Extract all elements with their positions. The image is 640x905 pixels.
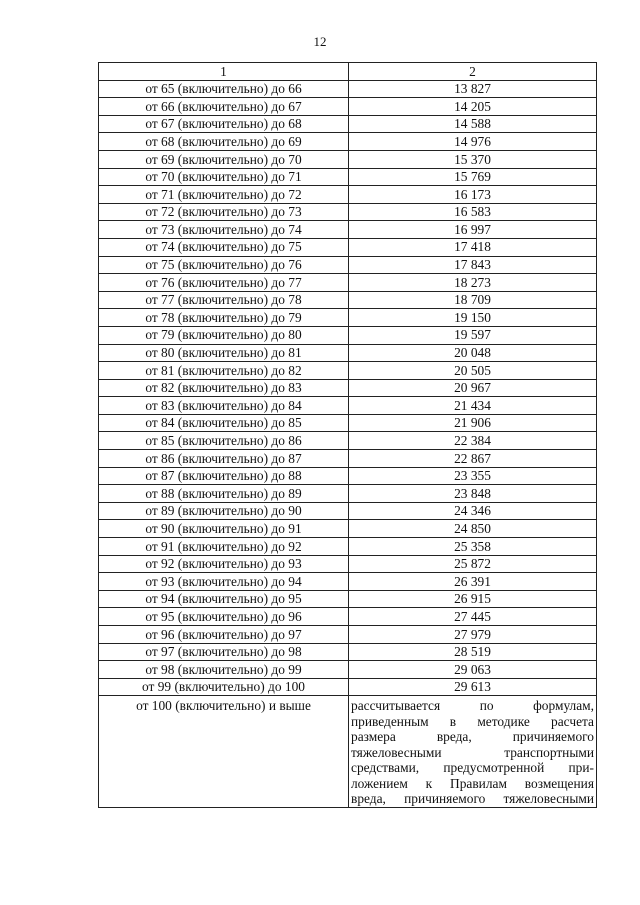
value-cell: 14 588 <box>349 115 597 133</box>
rates-table <box>98 62 597 808</box>
table-row <box>99 221 597 239</box>
note-cell <box>349 696 597 808</box>
table-row <box>99 573 597 591</box>
range-cell: от 78 (включительно) до 79 <box>99 309 349 327</box>
value-cell: 23 848 <box>349 485 597 503</box>
table-row <box>99 150 597 168</box>
table-row <box>99 432 597 450</box>
range-cell: от 75 (включительно) до 76 <box>99 256 349 274</box>
value-cell: 19 150 <box>349 309 597 327</box>
note-line: вреда, причиняемого тяжеловесными <box>351 791 594 807</box>
table-row <box>99 168 597 186</box>
table-row <box>99 274 597 292</box>
table-row <box>99 485 597 503</box>
range-cell: от 71 (включительно) до 72 <box>99 186 349 204</box>
table-row <box>99 203 597 221</box>
value-cell: 16 997 <box>349 221 597 239</box>
table-row <box>99 643 597 661</box>
table-row <box>99 326 597 344</box>
range-cell: от 66 (включительно) до 67 <box>99 98 349 116</box>
table-row <box>99 502 597 520</box>
range-cell: от 82 (включительно) до 83 <box>99 379 349 397</box>
value-cell: 29 063 <box>349 661 597 679</box>
range-cell: от 81 (включительно) до 82 <box>99 362 349 380</box>
value-cell: 24 346 <box>349 502 597 520</box>
range-cell: от 68 (включительно) до 69 <box>99 133 349 151</box>
table-row <box>99 555 597 573</box>
value-cell: 25 358 <box>349 538 597 556</box>
note-line: размера вреда, причиняемого <box>351 729 594 745</box>
range-cell: от 85 (включительно) до 86 <box>99 432 349 450</box>
note-line: ложением к Правилам возмещения <box>351 775 594 791</box>
range-cell: от 73 (включительно) до 74 <box>99 221 349 239</box>
note-line: средствами, предусмотренной при- <box>351 760 594 776</box>
value-cell: 23 355 <box>349 467 597 485</box>
range-cell: от 98 (включительно) до 99 <box>99 661 349 679</box>
table-row <box>99 80 597 98</box>
table-row <box>99 467 597 485</box>
range-cell: от 72 (включительно) до 73 <box>99 203 349 221</box>
range-cell: от 93 (включительно) до 94 <box>99 573 349 591</box>
value-cell: 18 273 <box>349 274 597 292</box>
table-header-row <box>99 63 597 81</box>
range-cell: от 79 (включительно) до 80 <box>99 326 349 344</box>
table-row <box>99 238 597 256</box>
value-cell: 15 769 <box>349 168 597 186</box>
value-cell: 22 867 <box>349 450 597 468</box>
table-row <box>99 362 597 380</box>
value-cell: 13 827 <box>349 80 597 98</box>
table-row <box>99 678 597 696</box>
table-row <box>99 520 597 538</box>
note-line: тяжеловесными транспортными <box>351 744 594 760</box>
value-cell: 22 384 <box>349 432 597 450</box>
range-cell: от 91 (включительно) до 92 <box>99 538 349 556</box>
range-cell: от 67 (включительно) до 68 <box>99 115 349 133</box>
value-cell: 21 906 <box>349 414 597 432</box>
range-cell: от 84 (включительно) до 85 <box>99 414 349 432</box>
table-row <box>99 538 597 556</box>
value-cell: 28 519 <box>349 643 597 661</box>
table-row-last <box>99 696 597 808</box>
value-cell: 25 872 <box>349 555 597 573</box>
range-cell: от 97 (включительно) до 98 <box>99 643 349 661</box>
table-row <box>99 344 597 362</box>
range-cell: от 74 (включительно) до 75 <box>99 238 349 256</box>
table-row <box>99 397 597 415</box>
value-cell: 18 709 <box>349 291 597 309</box>
range-cell: от 87 (включительно) до 88 <box>99 467 349 485</box>
value-cell: 14 976 <box>349 133 597 151</box>
range-cell: от 88 (включительно) до 89 <box>99 485 349 503</box>
note-line: рассчитывается по формулам, <box>351 698 594 714</box>
table-row <box>99 626 597 644</box>
value-cell: 19 597 <box>349 326 597 344</box>
value-cell: 27 979 <box>349 626 597 644</box>
value-cell: 26 915 <box>349 590 597 608</box>
range-cell: от 100 (включительно) и выше <box>99 696 349 808</box>
table-row <box>99 291 597 309</box>
range-cell: от 80 (включительно) до 81 <box>99 344 349 362</box>
range-cell: от 89 (включительно) до 90 <box>99 502 349 520</box>
range-cell: от 92 (включительно) до 93 <box>99 555 349 573</box>
value-cell: 17 843 <box>349 256 597 274</box>
range-cell: от 69 (включительно) до 70 <box>99 150 349 168</box>
value-cell: 21 434 <box>349 397 597 415</box>
value-cell: 15 370 <box>349 150 597 168</box>
table-row <box>99 98 597 116</box>
table-row <box>99 186 597 204</box>
value-cell: 24 850 <box>349 520 597 538</box>
value-cell: 20 505 <box>349 362 597 380</box>
table-row <box>99 115 597 133</box>
table-row <box>99 414 597 432</box>
value-cell: 16 173 <box>349 186 597 204</box>
range-cell: от 65 (включительно) до 66 <box>99 80 349 98</box>
range-cell: от 70 (включительно) до 71 <box>99 168 349 186</box>
value-cell: 20 967 <box>349 379 597 397</box>
column-header-2: 2 <box>349 63 597 81</box>
value-cell: 29 613 <box>349 678 597 696</box>
range-cell: от 76 (включительно) до 77 <box>99 274 349 292</box>
range-cell: от 86 (включительно) до 87 <box>99 450 349 468</box>
table-row <box>99 256 597 274</box>
range-cell: от 99 (включительно) до 100 <box>99 678 349 696</box>
value-cell: 16 583 <box>349 203 597 221</box>
range-cell: от 77 (включительно) до 78 <box>99 291 349 309</box>
range-cell: от 83 (включительно) до 84 <box>99 397 349 415</box>
note-line: приведенным в методике расчета <box>351 713 594 729</box>
table-row <box>99 661 597 679</box>
table-row <box>99 608 597 626</box>
table-row <box>99 309 597 327</box>
table-row <box>99 450 597 468</box>
range-cell: от 90 (включительно) до 91 <box>99 520 349 538</box>
page-number: 12 <box>313 34 327 49</box>
value-cell: 26 391 <box>349 573 597 591</box>
value-cell: 17 418 <box>349 238 597 256</box>
value-cell: 20 048 <box>349 344 597 362</box>
range-cell: от 96 (включительно) до 97 <box>99 626 349 644</box>
range-cell: от 94 (включительно) до 95 <box>99 590 349 608</box>
table-row <box>99 133 597 151</box>
value-cell: 27 445 <box>349 608 597 626</box>
column-header-1: 1 <box>99 63 349 81</box>
table-row <box>99 590 597 608</box>
table-row <box>99 379 597 397</box>
range-cell: от 95 (включительно) до 96 <box>99 608 349 626</box>
value-cell: 14 205 <box>349 98 597 116</box>
